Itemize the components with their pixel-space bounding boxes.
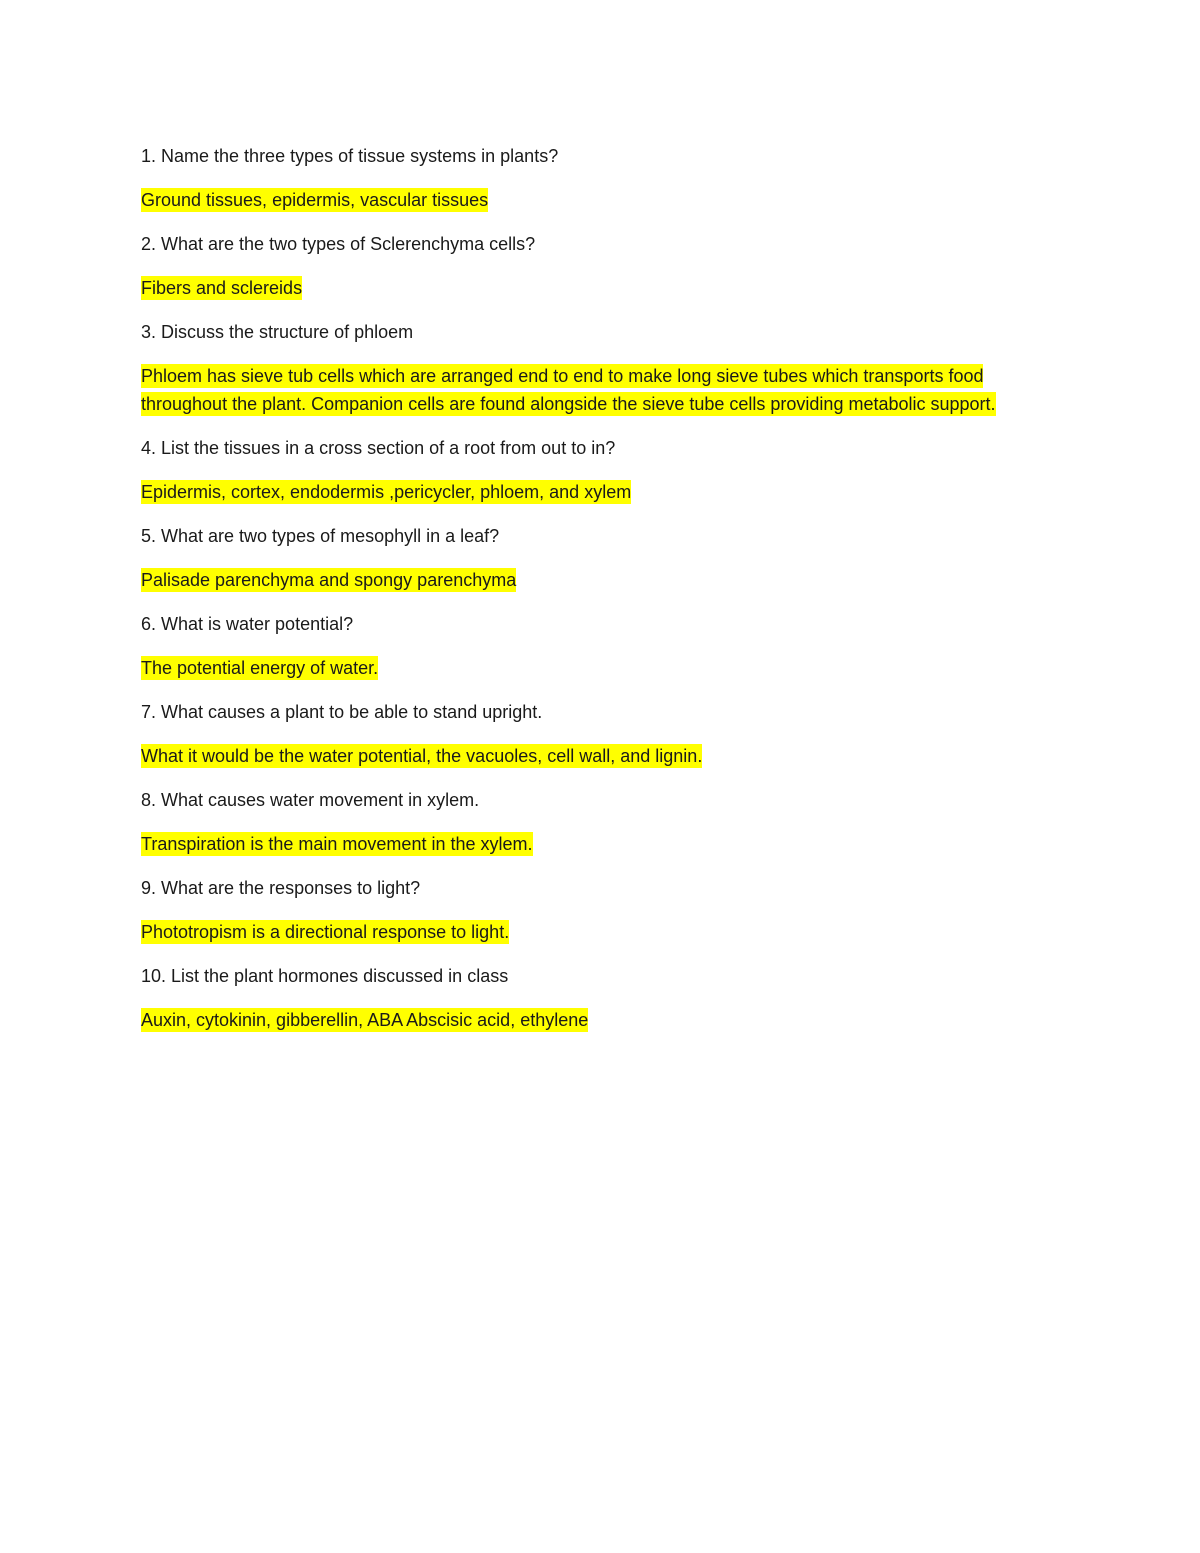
question-4: 4. List the tissues in a cross section of a root from out to in? [141,438,616,458]
answer-8-highlight: Transpiration is the main movement in the xylem. [141,834,533,854]
question-5: 5. What are two types of mesophyll in a leaf? [141,526,500,546]
question-3: 3. Discuss the structure of phloem [141,322,414,342]
answer-6-highlight: The potential energy of water. [141,658,379,678]
answer-7-highlight: What it would be the water potential, the vacuoles, cell wall, and lignin. [141,746,703,766]
answer-10-highlight: Auxin, cytokinin, gibberellin, ABA Abscisic acid, ethylene [141,1010,589,1030]
question-1: 1. Name the three types of tissue systems in plants? [141,146,559,166]
qa-list [141,142,1041,1050]
question-8: 8. What causes water movement in xylem. [141,790,480,810]
answer-2 [141,274,1041,302]
answer-5-highlight: Palisade parenchyma and spongy parenchyma [141,570,517,590]
answer-3 [141,362,1026,418]
answer-5 [141,566,1041,594]
answer-2-highlight: Fibers and sclereids [141,278,303,298]
question-2: 2. What are the two types of Sclerenchyma cells? [141,234,536,254]
answer-7 [141,742,1041,770]
answer-1-highlight: Ground tissues, epidermis, vascular tissues [141,190,489,210]
question-7: 7. What causes a plant to be able to stand upright. [141,702,543,722]
answer-4 [141,478,1041,506]
answer-8 [141,830,1041,858]
question-9: 9. What are the responses to light? [141,878,421,898]
answer-9 [141,918,1041,946]
answer-3-highlight: Phloem has sieve tub cells which are arranged end to end to make long sieve tubes which transports food throughout the plant. Companion cells are found alongside the sieve tube cells providing metabolic support. [141,366,996,414]
question-10: 10. List the plant hormones discussed in class [141,966,509,986]
question-6: 6. What is water potential? [141,614,354,634]
answer-10 [141,1006,1041,1034]
answer-6 [141,654,1041,682]
answer-1 [141,186,1041,214]
answer-4-highlight: Epidermis, cortex, endodermis ,pericycler, phloem, and xylem [141,482,632,502]
answer-9-highlight: Phototropism is a directional response to light. [141,922,510,942]
